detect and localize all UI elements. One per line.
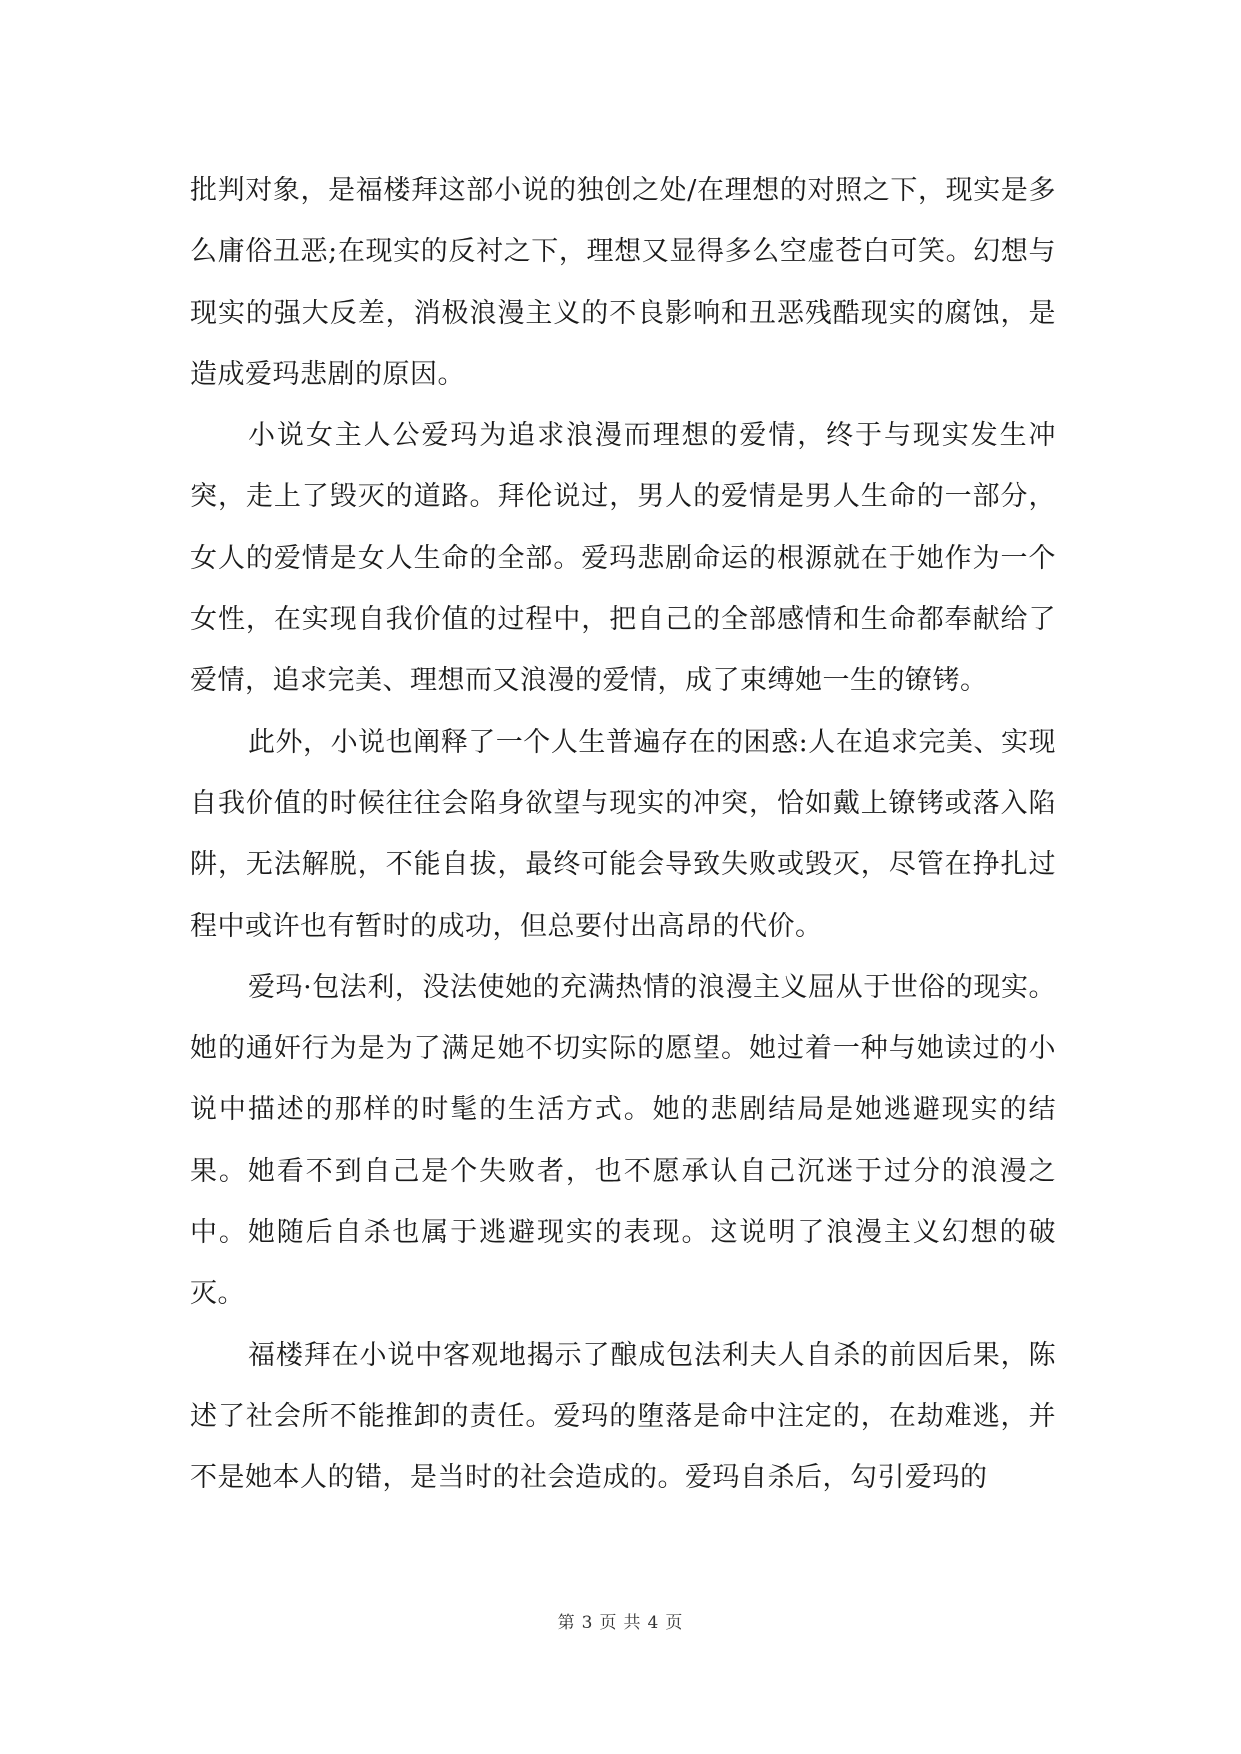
document-body [190, 160, 1056, 1509]
footer-prefix: 第 [557, 1613, 576, 1633]
paragraph-5: 福楼拜在小说中客观地揭示了酿成包法利夫人自杀的前因后果，陈述了社会所不能推卸的责任。爱玛的堕落是命中注定的，在劫难逃，并不是她本人的错，是当时的社会造成的。爱玛自杀后，勾引爱玛的 [190, 1339, 1056, 1494]
page-footer [0, 1608, 1241, 1633]
footer-total-word: 共 [623, 1613, 642, 1633]
paragraph-3: 此外，小说也阐释了一个人生普遍存在的困惑:人在追求完美、实现自我价值的时候往往会陷身欲望与现实的冲突，恰如戴上镣铐或落入陷阱，无法解脱，不能自拔，最终可能会导致失败或毁灭，尽管在挣扎过程中或许也有暂时的成功，但总要付出高昂的代价。 [190, 726, 1056, 942]
paragraph-2: 小说女主人公爱玛为追求浪漫而理想的爱情，终于与现实发生冲突，走上了毁灭的道路。拜伦说过，男人的爱情是男人生命的一部分，女人的爱情是女人生命的全部。爱玛悲剧命运的根源就在于她作为一个女性，在实现自我价值的过程中，把自己的全部感情和生命都奉献给了爱情，追求完美、理想而又浪漫的爱情，成了束缚她一生的镣铐。 [190, 420, 1056, 697]
footer-total-pages: 4 [647, 1613, 660, 1633]
footer-current-page: 3 [581, 1613, 594, 1633]
paragraph-1: 批判对象，是福楼拜这部小说的独创之处/在理想的对照之下，现实是多么庸俗丑恶;在现实的反衬之下，理想又显得多么空虚苍白可笑。幻想与现实的强大反差，消极浪漫主义的不良影响和丑恶残酷现实的腐蚀，是造成爱玛悲剧的原因。 [190, 175, 1056, 390]
footer-page-word: 页 [599, 1613, 618, 1633]
paragraph-4: 爱玛·包法利，没法使她的充满热情的浪漫主义屈从于世俗的现实。她的通奸行为是为了满足她不切实际的愿望。她过着一种与她读过的小说中描述的那样的时髦的生活方式。她的悲剧结局是她逃避现实的结果。她看不到自己是个失败者，也不愿承认自己沉迷于过分的浪漫之中。她随后自杀也属于逃避现实的表现。这说明了浪漫主义幻想的破灭。 [190, 971, 1056, 1310]
footer-suffix: 页 [665, 1613, 684, 1633]
